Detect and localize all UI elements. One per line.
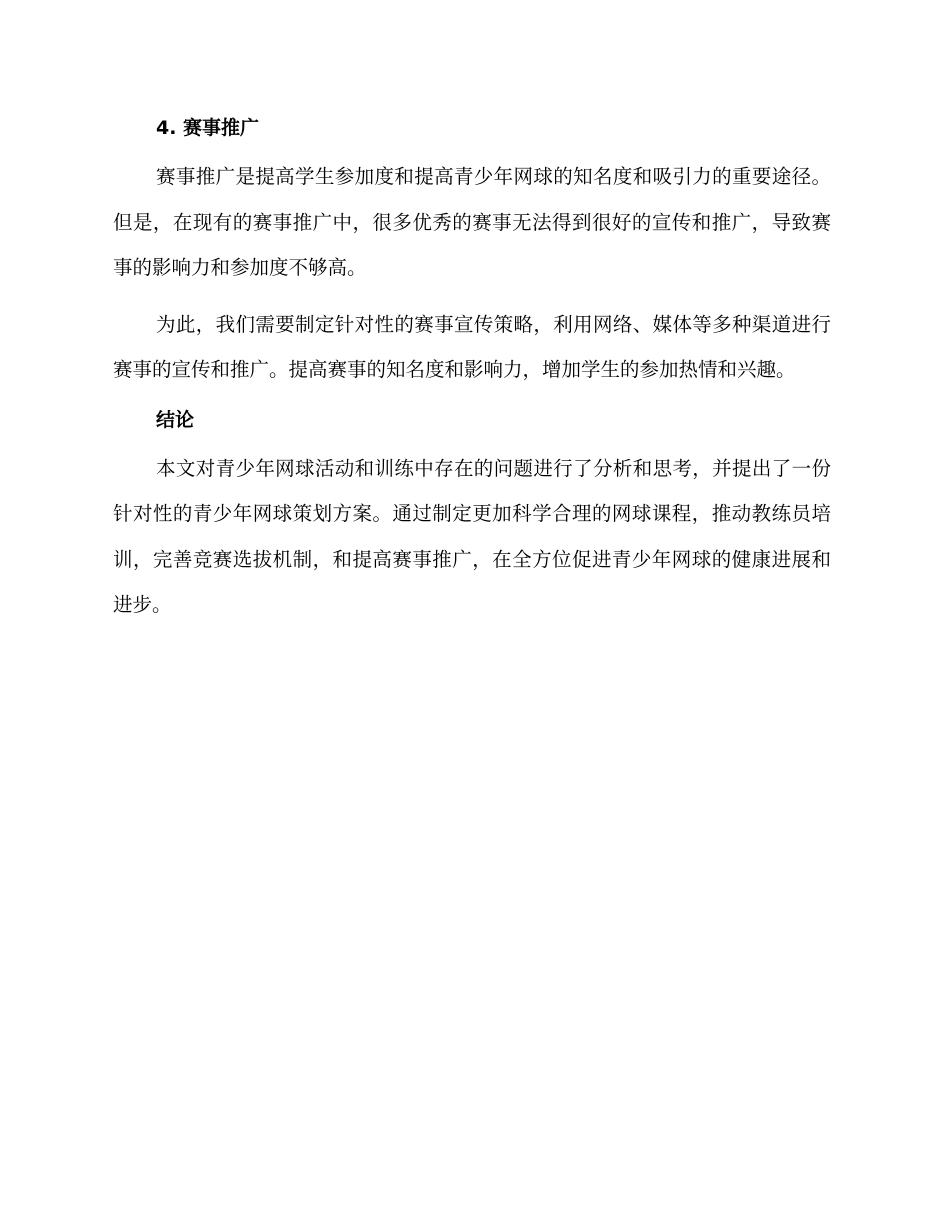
paragraph: 赛事推广是提高学生参加度和提高青少年网球的知名度和吸引力的重要途径。但是，在现有的赛事推广中，很多优秀的赛事无法得到很好的宣传和推广，导致赛事的影响力和参加度不够高。 <box>113 165 831 279</box>
document-content <box>113 112 831 639</box>
section-heading-event-promotion: 4. 赛事推广 <box>156 117 260 139</box>
paragraph: 为此，我们需要制定针对性的赛事宣传策略，利用网络、媒体等多种渠道进行赛事的宣传和推广。提高赛事的知名度和影响力，增加学生的参加热情和兴趣。 <box>113 312 831 381</box>
paragraph: 本文对青少年网球活动和训练中存在的问题进行了分析和思考，并提出了一份针对性的青少年网球策划方案。通过制定更加科学合理的网球课程，推动教练员培训，完善竞赛选拔机制，和提高赛事推广，在全方位促进青少年网球的健康进展和进步。 <box>113 456 831 616</box>
section-heading-conclusion: 结论 <box>156 408 195 431</box>
